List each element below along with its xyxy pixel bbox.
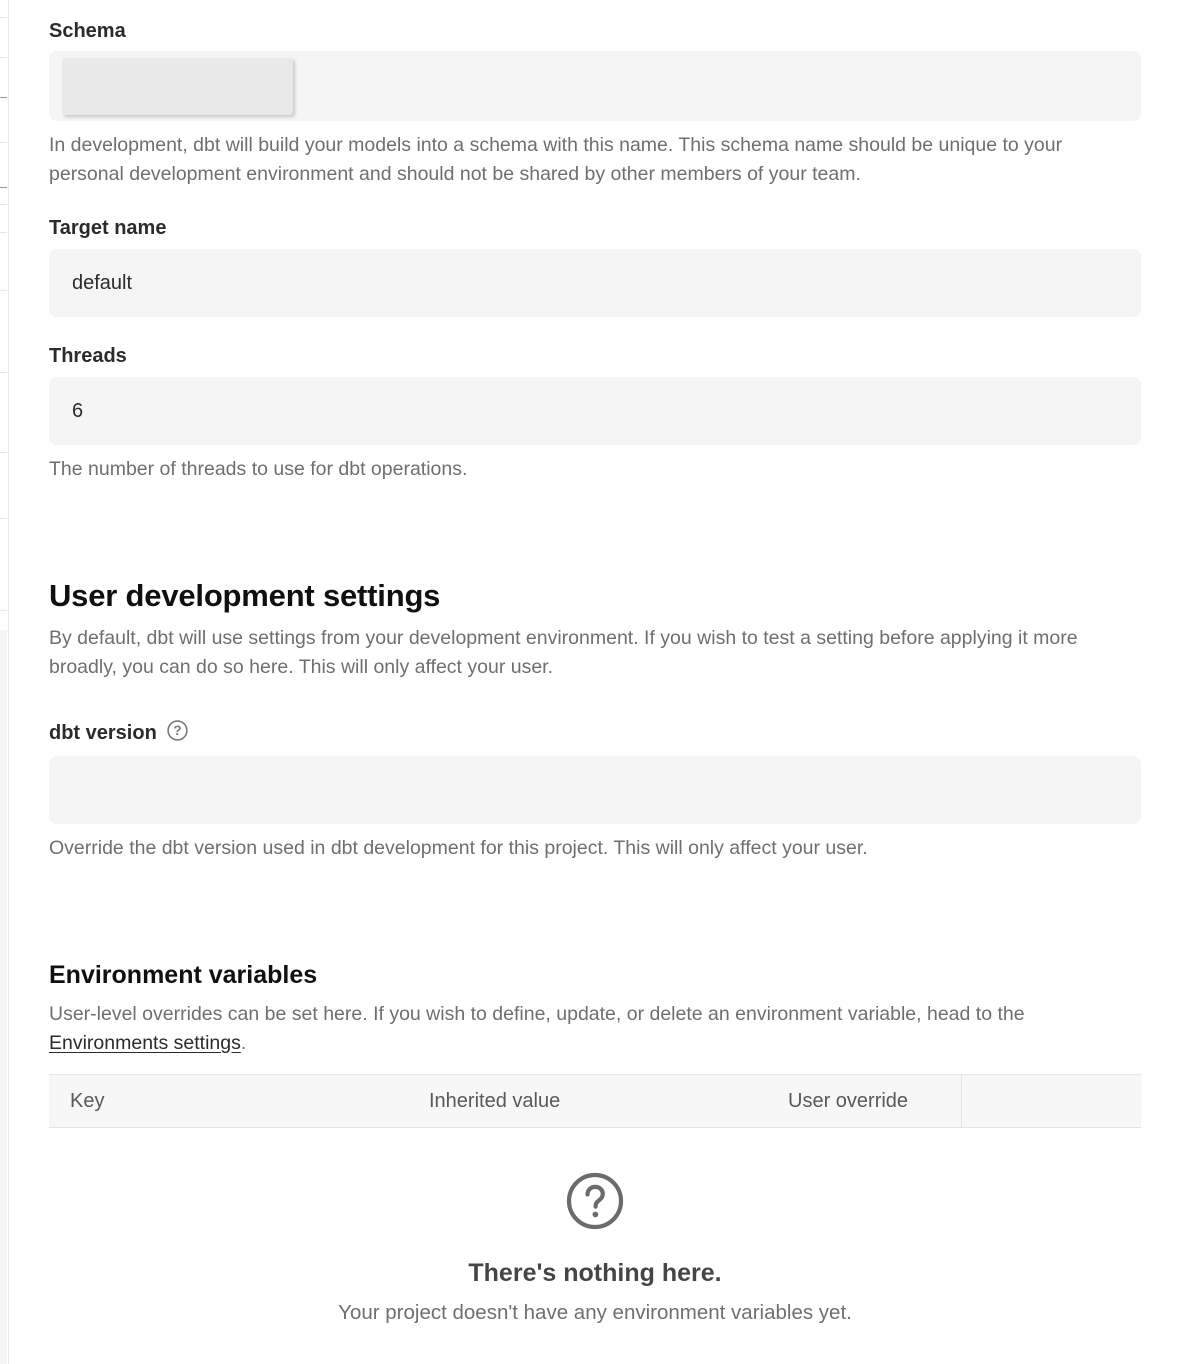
panel-row-divider	[0, 372, 7, 373]
panel-row-divider	[0, 232, 7, 233]
schema-loading-skeleton	[62, 58, 293, 115]
panel-row-divider	[0, 187, 7, 188]
schema-help-text: In development, dbt will build your models into a schema with this name. This schema name should be unique to your personal development environment and should not be shared by other members of your team.	[49, 134, 1063, 185]
schema-label: Schema	[49, 20, 126, 42]
user-development-settings-title: User development settings	[49, 578, 441, 613]
empty-state-subtitle: Your project doesn't have any environment variables yet.	[338, 1301, 852, 1324]
column-header-actions	[961, 1075, 1141, 1127]
env-variables-empty-state	[49, 1172, 1141, 1325]
panel-row-divider	[0, 142, 7, 143]
svg-text:?: ?	[173, 722, 182, 738]
dbt-version-label-text: dbt version	[49, 722, 157, 744]
panel-row-divider	[0, 290, 7, 291]
left-panel-empty-area	[0, 630, 7, 1364]
threads-help-text: The number of threads to use for dbt operations.	[49, 458, 468, 480]
column-header-key: Key	[70, 1089, 105, 1112]
panel-row-divider	[0, 518, 7, 519]
description-text-before-link: User-level overrides can be set here. If you wish to define, update, or delete an environment variable, head to the	[49, 1003, 1025, 1025]
target-name-input[interactable]	[49, 249, 1141, 317]
schema-input[interactable]	[49, 51, 1141, 121]
column-header-user-override: User override	[788, 1089, 909, 1112]
dbt-version-input[interactable]	[49, 756, 1141, 824]
panel-row-divider	[0, 97, 7, 98]
panel-row-divider	[0, 610, 7, 611]
environment-variables-description	[49, 1000, 1134, 1058]
question-mark-circle-icon	[566, 1172, 624, 1235]
left-panel-edge	[0, 0, 9, 1364]
help-icon[interactable]	[167, 720, 188, 747]
threads-input[interactable]	[49, 377, 1141, 445]
environments-settings-link[interactable]: Environments settings	[49, 1032, 241, 1054]
empty-state-title: There's nothing here.	[468, 1259, 722, 1287]
target-name-label: Target name	[49, 217, 167, 239]
panel-row-divider	[0, 204, 7, 205]
settings-page	[10, 0, 1190, 1325]
user-development-settings-description: By default, dbt will use settings from your development environment. If you wish to test a setting before applying it more broadly, you can do so here. This will only affect your user.	[49, 627, 1078, 678]
dbt-version-label	[49, 720, 1141, 747]
panel-row-divider	[0, 17, 7, 18]
threads-label: Threads	[49, 345, 127, 367]
env-variables-table-header	[49, 1074, 1141, 1128]
dbt-version-help-text: Override the dbt version used in dbt development for this project. This will only affect your user.	[49, 837, 868, 859]
environment-variables-title: Environment variables	[49, 961, 318, 989]
column-header-inherited-value: Inherited value	[429, 1089, 561, 1112]
panel-row-divider	[0, 452, 7, 453]
description-text-after-link: .	[240, 1032, 247, 1054]
panel-row-divider	[0, 57, 7, 58]
